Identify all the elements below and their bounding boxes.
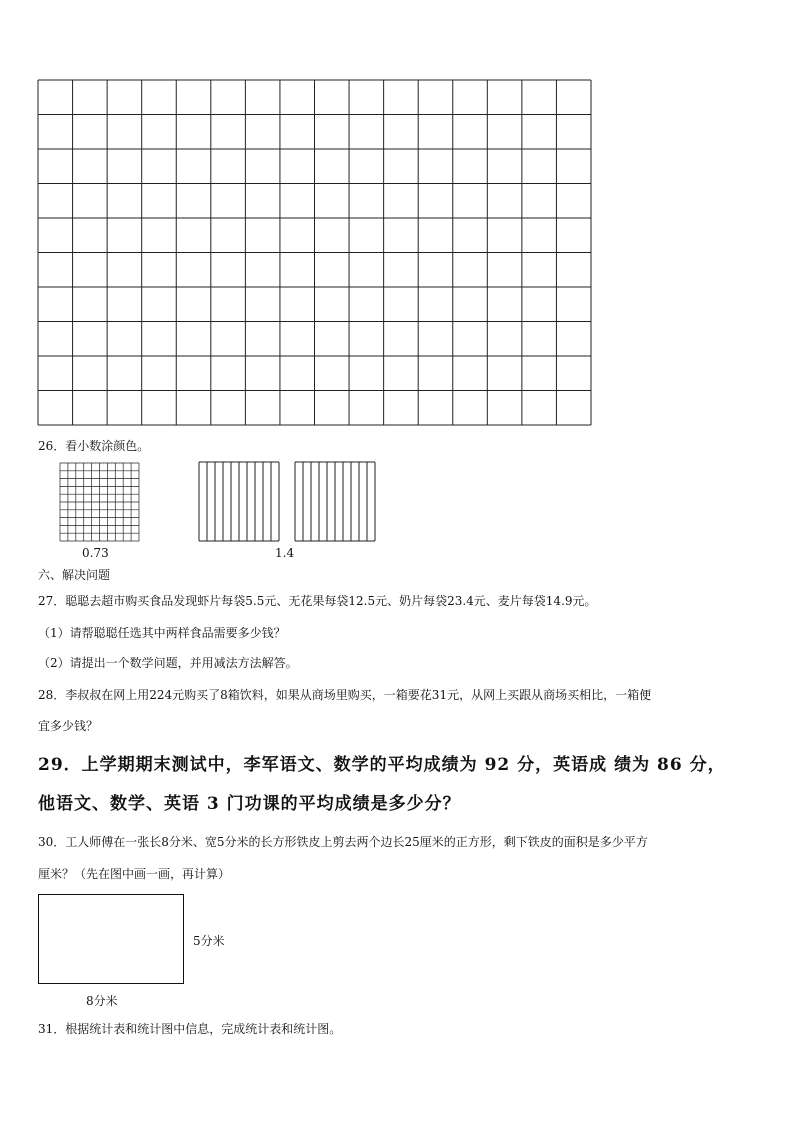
label-073: 0.73: [82, 546, 109, 560]
answer-grid: [38, 80, 591, 425]
question-30-line-2: 厘米？（先在图中画一画，再计算）: [38, 867, 231, 881]
question-28-line-2: 宜多少钱？: [38, 719, 99, 733]
tenths-figure-1: [199, 462, 279, 541]
question-27-part-2: （2）请提出一个数学问题，并用减法方法解答。: [38, 656, 298, 670]
question-28-line-1: 28．李叔叔在网上用224元购买了8箱饮料，如果从商场里购买，一箱要花31元，从网上买跟从商场买相比，一箱便: [38, 688, 652, 702]
question-30-line-1: 30．工人师傅在一张长8分米、宽5分米的长方形铁皮上剪去两个边长25厘米的正方形，剩下铁皮的面积是多少平方: [38, 835, 648, 849]
question-27: 27．聪聪去超市购买食品发现虾片每袋5.5元、无花果每袋12.5元、奶片每袋23.4元、麦片每袋14.9元。: [38, 594, 597, 608]
rectangle-height-label: 5分米: [193, 934, 225, 948]
question-29-line-1: 29．上学期期末测试中，李军语文、数学的平均成绩为 92 分，英语成 绩为 86 分，: [38, 755, 726, 775]
question-26: 26．看小数涂颜色。: [38, 439, 150, 453]
rectangle-figure: [38, 894, 184, 984]
section-heading: 六、解决问题: [38, 568, 111, 582]
hundred-grid-figure: [60, 463, 139, 541]
tenths-figure-2: [295, 462, 375, 541]
label-14: 1.4: [275, 546, 295, 560]
question-29-line-2: 他语文、数学、英语 3 门功课的平均成绩是多少分？: [38, 794, 461, 814]
rectangle-width-label: 8分米: [86, 994, 118, 1008]
question-31: 31．根据统计表和统计图中信息，完成统计表和统计图。: [38, 1022, 342, 1036]
question-27-part-1: （1）请帮聪聪任选其中两样食品需要多少钱？: [38, 626, 286, 640]
